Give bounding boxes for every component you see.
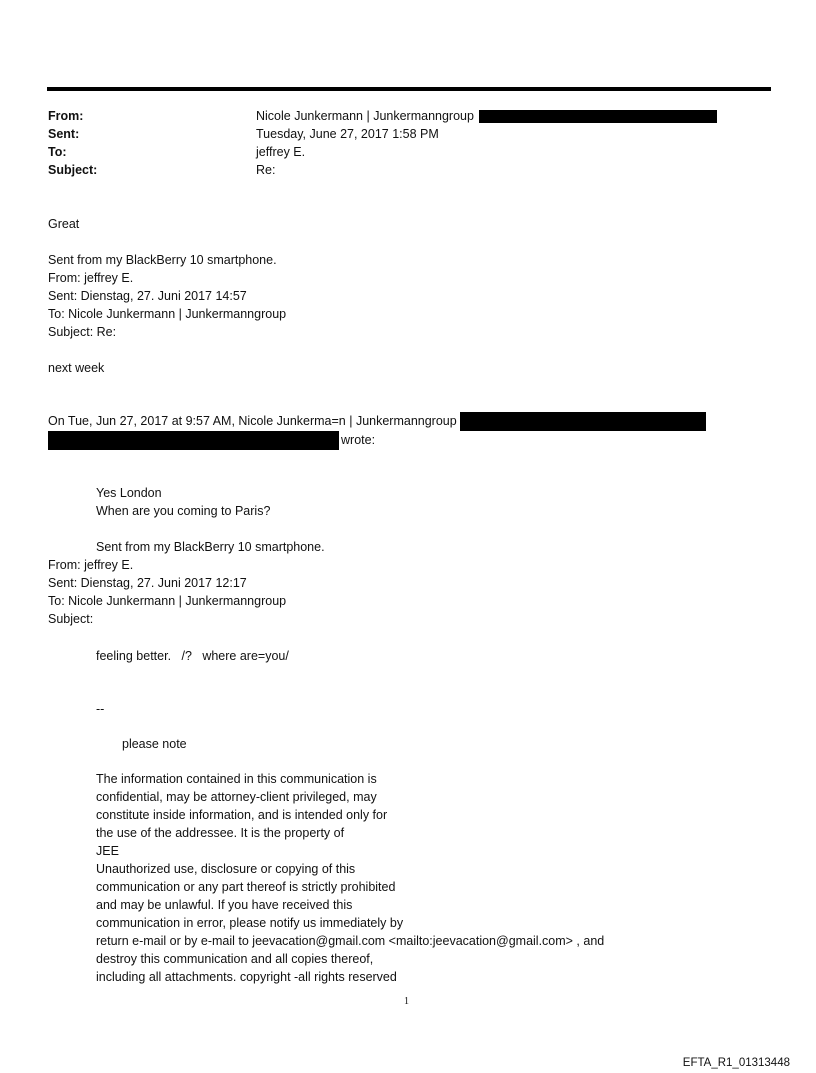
signature-line: Sent from my BlackBerry 10 smartphone. — [48, 253, 277, 267]
disclaimer-line: confidential, may be attorney-client privileged, may — [96, 790, 377, 804]
sent-row — [48, 125, 748, 143]
disclaimer-line: Unauthorized use, disclosure or copying of this — [96, 862, 356, 876]
disclaimer-line: and may be unlawful. If you have received this — [96, 898, 353, 912]
quoted-text-2 — [96, 484, 270, 520]
to-row — [48, 143, 748, 161]
sent-label: Sent: — [48, 127, 80, 141]
redaction-box — [48, 431, 339, 450]
subject-label: Subject: — [48, 163, 98, 177]
redaction-box — [460, 412, 706, 431]
quoted-from: From: jeffrey E. — [48, 271, 134, 285]
subject-value: Re: — [256, 163, 276, 177]
quoted-from: From: jeffrey E. — [48, 558, 134, 572]
signature-line: Sent from my BlackBerry 10 smartphone. — [96, 540, 325, 554]
quoted-sent: Sent: Dienstag, 27. Juni 2017 14:57 — [48, 289, 247, 303]
wrote-line — [48, 431, 375, 450]
disclaimer — [96, 770, 604, 986]
on-wrote-line — [48, 412, 706, 431]
reply-text: Great — [48, 217, 80, 231]
quoted-to: To: Nicole Junkermann | Junkermanngroup — [48, 594, 287, 608]
from-row — [48, 107, 748, 125]
quoted-header-2 — [48, 556, 286, 628]
quoted-line: Yes London — [96, 486, 162, 500]
disclaimer-line: return e-mail or by e-mail to jeevacation@gmail.com <mailto:jeevacation@gmail.com> , and — [96, 934, 605, 948]
document-id: EFTA_R1_01313448 — [682, 1057, 790, 1069]
disclaimer-line: communication in error, please notify us immediately by — [96, 916, 404, 930]
quoted-text-3: feeling better. /? where are=you/ — [96, 649, 289, 663]
quoted-subject: Subject: Re: — [48, 325, 117, 339]
disclaimer-line: JEE — [96, 844, 119, 858]
from-value — [256, 107, 717, 125]
signature-dash: -- — [96, 702, 105, 716]
disclaimer-line: The information contained in this communication is — [96, 772, 377, 786]
to-value: jeffrey E. — [256, 145, 306, 159]
quoted-to: To: Nicole Junkermann | Junkermanngroup — [48, 307, 287, 321]
page-number: 1 — [404, 996, 409, 1007]
quoted-message-1 — [48, 251, 286, 341]
please-note: please note — [122, 737, 187, 751]
disclaimer-line: the use of the addressee. It is the property of — [96, 826, 345, 840]
to-label: To: — [48, 145, 67, 159]
quoted-line: When are you coming to Paris? — [96, 504, 271, 518]
header-rule — [47, 87, 771, 91]
from-name: Nicole Junkermann | Junkermanngroup — [256, 109, 474, 123]
quoted-subject: Subject: — [48, 612, 94, 626]
email-header — [48, 107, 748, 179]
sent-value: Tuesday, June 27, 2017 1:58 PM — [256, 127, 439, 141]
from-label: From: — [48, 109, 84, 123]
quoted-sent: Sent: Dienstag, 27. Juni 2017 12:17 — [48, 576, 247, 590]
disclaimer-line: destroy this communication and all copies thereof, — [96, 952, 374, 966]
disclaimer-line: including all attachments. copyright -all rights reserved — [96, 970, 397, 984]
redaction-box — [479, 110, 717, 123]
disclaimer-line: communication or any part thereof is strictly prohibited — [96, 880, 396, 894]
subject-row — [48, 161, 748, 179]
disclaimer-line: constitute inside information, and is intended only for — [96, 808, 388, 822]
wrote-text: wrote: — [341, 433, 376, 447]
on-line-text: On Tue, Jun 27, 2017 at 9:57 AM, Nicole Junkerma=n | Junkermanngroup — [48, 414, 457, 428]
quoted-text-1: next week — [48, 361, 105, 375]
